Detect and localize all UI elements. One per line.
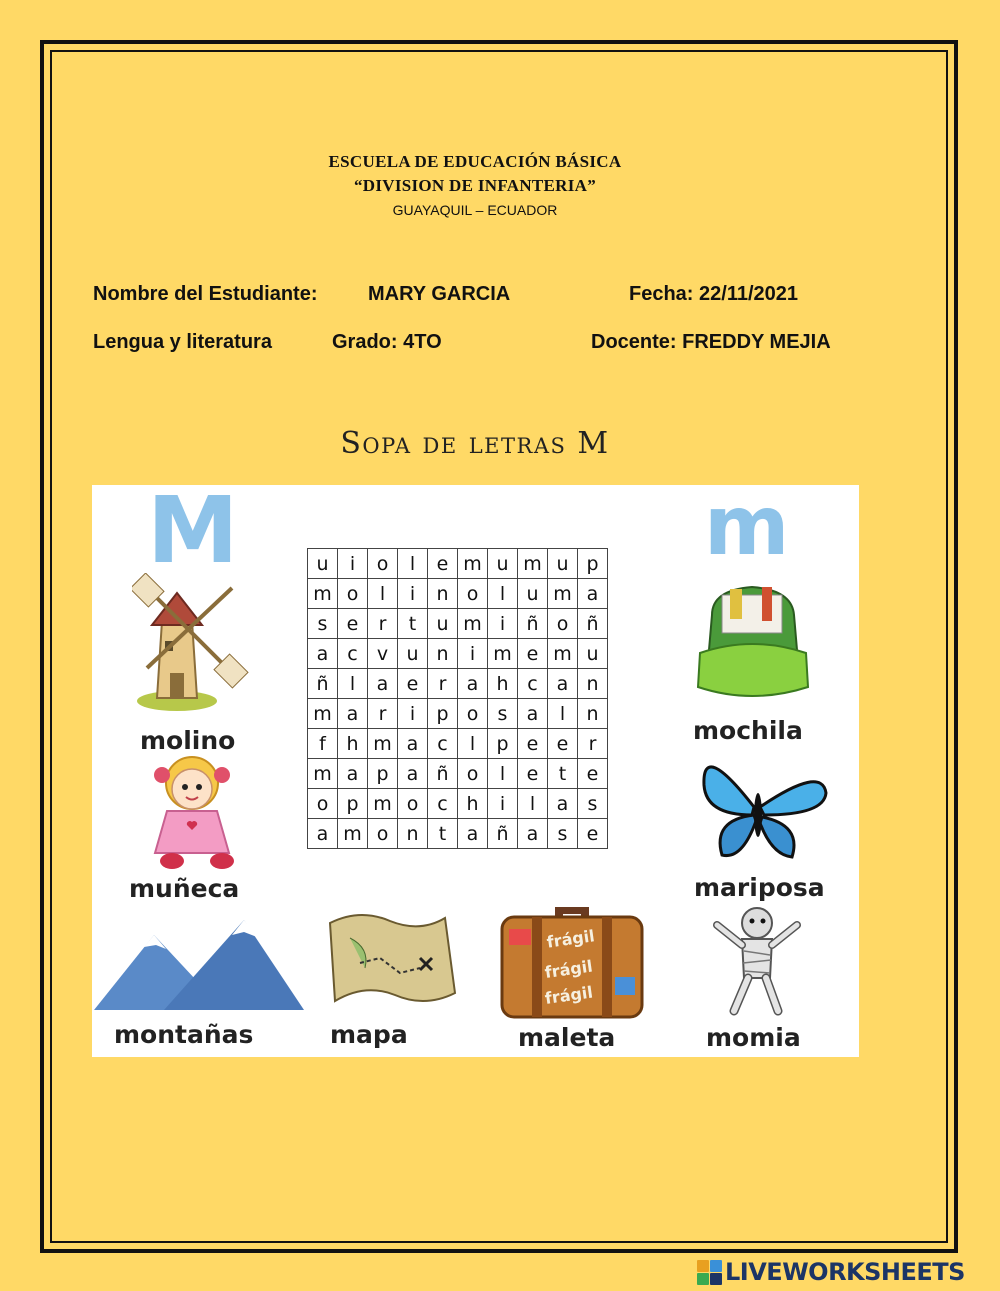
butterfly-icon [692,745,832,870]
word-mapa: mapa [330,1020,408,1049]
grid-cell: l [548,699,578,729]
grid-cell: o [548,609,578,639]
word-mariposa: mariposa [694,873,825,902]
grid-cell: e [518,759,548,789]
logo-text: LIVEWORKSHEETS [725,1258,965,1286]
grid-cell: m [518,549,548,579]
worksheet-title: Sopa de letras M [340,426,610,461]
grid-cell: i [338,549,368,579]
grid-cell: v [368,639,398,669]
word-search-image [92,477,859,1057]
grid-row [308,789,608,819]
grid-cell: a [548,789,578,819]
suitcase-icon [497,897,647,1022]
grid-cell: a [548,669,578,699]
grid-cell: l [458,729,488,759]
grid-row [308,609,608,639]
luggage-label-3: frágil [543,982,594,1008]
grid-cell: a [578,579,608,609]
grid-row [308,579,608,609]
grid-row [308,729,608,759]
grid-cell: e [398,669,428,699]
grid-cell: m [488,639,518,669]
grid-cell: s [308,609,338,639]
grid-cell: r [368,699,398,729]
grid-cell: n [578,669,608,699]
grid-cell: o [308,789,338,819]
grid-cell: m [458,609,488,639]
grid-cell: u [578,639,608,669]
grid-cell: a [308,639,338,669]
grid-cell: i [458,639,488,669]
grid-cell: s [548,819,578,849]
luggage-label-2: frágil [543,956,594,982]
grid-cell: n [428,639,458,669]
word-montanas: montañas [114,1020,254,1049]
word-muneca: muñeca [129,874,240,903]
backpack-icon [692,575,817,710]
grid-cell: o [458,759,488,789]
grid-row [308,819,608,849]
grid-cell: c [428,729,458,759]
subject: Lengua y literatura [93,331,272,353]
grid-cell: c [518,669,548,699]
grid-row [308,669,608,699]
grid-cell: u [398,639,428,669]
grid-cell: r [578,729,608,759]
grid-cell: o [338,579,368,609]
grid-cell: e [518,729,548,759]
big-upper-letter: M [147,477,239,584]
grid-cell: a [458,669,488,699]
grid-cell: p [578,549,608,579]
grid-cell: i [488,609,518,639]
teacher: Docente: FREDDY MEJIA [591,331,831,353]
grid-cell: u [488,549,518,579]
liveworksheets-logo [697,1257,965,1287]
grade: Grado: 4TO [332,331,442,353]
grid-cell: ñ [488,819,518,849]
grid-row [308,699,608,729]
grid-cell: r [428,669,458,699]
grid-cell: ñ [578,609,608,639]
mountains-icon [94,915,304,1015]
grid-cell: i [398,699,428,729]
grid-cell: s [488,699,518,729]
windmill-icon [132,573,252,723]
grid-cell: m [308,699,338,729]
school-location: GUAYAQUIL – ECUADOR [392,202,558,218]
grid-cell: h [338,729,368,759]
big-lower-letter: m [704,479,790,574]
grid-cell: l [368,579,398,609]
grid-cell: u [518,579,548,609]
grid-cell: e [518,639,548,669]
grid-cell: r [368,609,398,639]
grid-cell: t [548,759,578,789]
grid-cell: ñ [308,669,338,699]
grid-cell: o [458,579,488,609]
grid-cell: n [578,699,608,729]
student-name: MARY GARCIA [368,283,511,305]
grid-cell: t [398,609,428,639]
grid-row [308,549,608,579]
school-subname: “DIVISION DE INFANTERIA” [353,176,597,195]
grid-cell: a [398,759,428,789]
grid-cell: m [338,819,368,849]
grid-cell: e [548,729,578,759]
grid-cell: c [338,639,368,669]
word-mochila: mochila [693,716,803,745]
letter-grid [307,548,608,849]
school-name: ESCUELA DE EDUCACIÓN BÁSICA [328,152,622,171]
grid-cell: ñ [428,759,458,789]
grid-cell: f [308,729,338,759]
grid-cell: e [578,759,608,789]
grid-cell: a [458,819,488,849]
grid-cell: l [338,669,368,699]
grid-cell: a [368,669,398,699]
grid-cell: e [428,549,458,579]
date: Fecha: 22/11/2021 [629,283,799,305]
grid-cell: m [548,639,578,669]
word-maleta: maleta [518,1023,616,1052]
student-label: Nombre del Estudiante: [93,283,318,305]
grid-cell: a [518,819,548,849]
grid-cell: p [368,759,398,789]
grid-cell: a [338,699,368,729]
grid-cell: o [398,789,428,819]
grid-cell: n [428,579,458,609]
grid-cell: a [518,699,548,729]
grid-row [308,639,608,669]
map-icon [320,903,460,1018]
grid-cell: u [548,549,578,579]
grid-cell: ñ [518,609,548,639]
grid-cell: p [488,729,518,759]
grid-cell: e [578,819,608,849]
grid-cell: m [308,759,338,789]
mummy-icon [712,903,802,1018]
grid-cell: s [578,789,608,819]
grid-cell: m [458,549,488,579]
grid-cell: t [428,819,458,849]
grid-cell: o [368,819,398,849]
grid-cell: o [458,699,488,729]
grid-cell: i [488,789,518,819]
grid-cell: c [428,789,458,819]
grid-cell: u [428,609,458,639]
grid-cell: l [518,789,548,819]
grid-cell: h [488,669,518,699]
grid-cell: m [308,579,338,609]
grid-cell: a [308,819,338,849]
grid-cell: l [488,759,518,789]
word-momia: momia [706,1023,801,1052]
grid-cell: i [398,579,428,609]
logo-squares-icon [697,1260,722,1285]
word-molino: molino [140,726,236,755]
grid-cell: m [548,579,578,609]
grid-cell: p [338,789,368,819]
grid-cell: n [398,819,428,849]
grid-cell: p [428,699,458,729]
doll-icon [137,753,257,875]
grid-cell: h [458,789,488,819]
grid-cell: a [398,729,428,759]
luggage-label-1: frágil [545,926,596,952]
grid-cell: l [398,549,428,579]
grid-cell: m [368,789,398,819]
grid-cell: e [338,609,368,639]
grid-cell: o [368,549,398,579]
grid-cell: a [338,759,368,789]
grid-row [308,759,608,789]
grid-cell: u [308,549,338,579]
grid-cell: l [488,579,518,609]
grid-cell: m [368,729,398,759]
